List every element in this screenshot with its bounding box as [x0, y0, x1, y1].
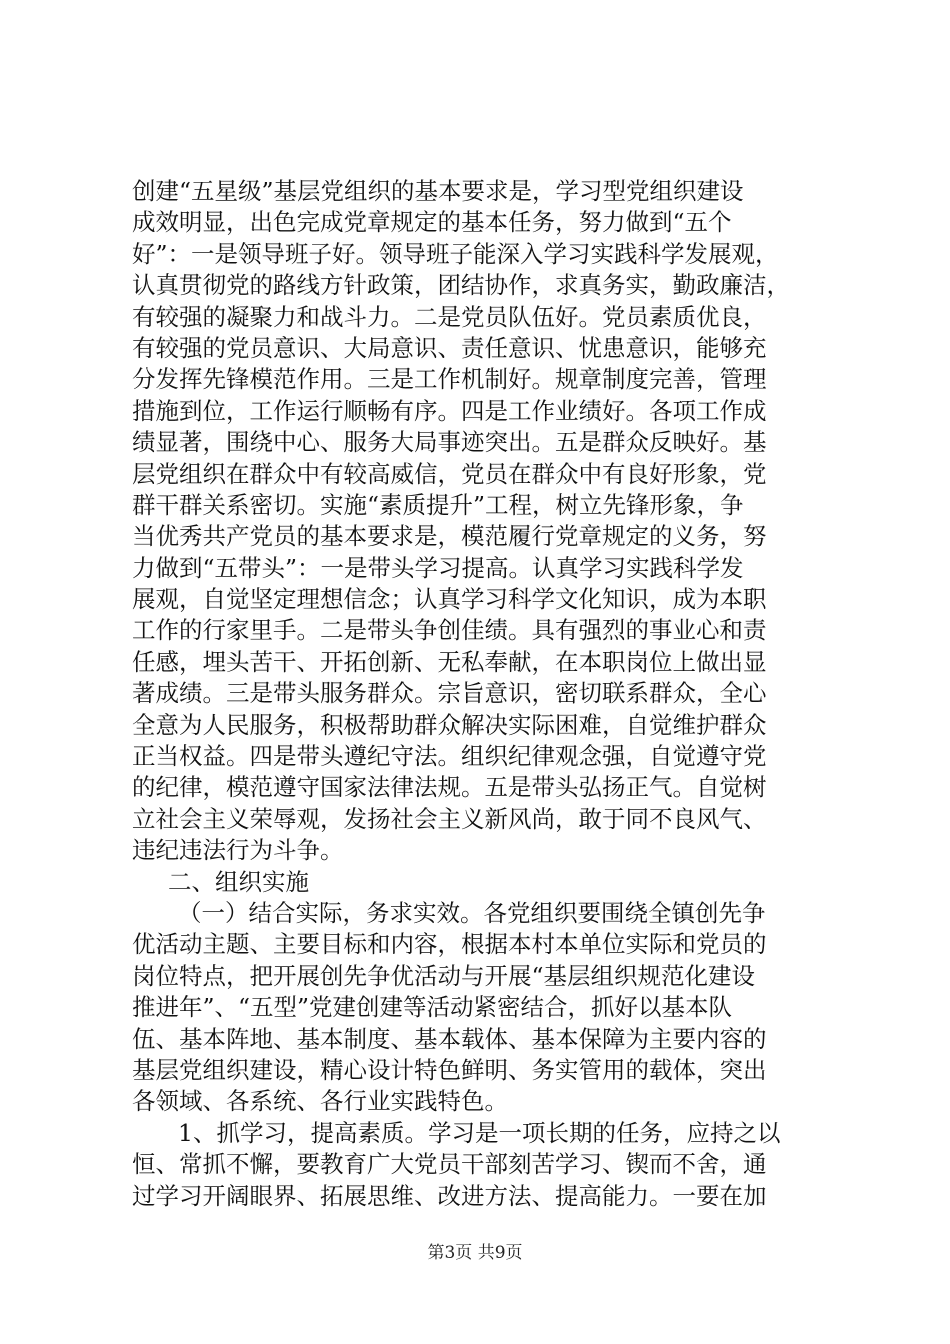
text-line: 有较强的党员意识、大局意识、责任意识、忧患意识，能够充	[132, 333, 767, 362]
text-line: （一）结合实际，务求实效。各党组织要围绕全镇创先争	[178, 898, 766, 927]
text-line: 立社会主义荣辱观，发扬社会主义新风尚，敢于同不良风气、	[132, 804, 767, 833]
text-line: 措施到位，工作运行顺畅有序。四是工作业绩好。各项工作成	[132, 396, 767, 425]
text-line: 展观，自觉坚定理想信念；认真学习科学文化知识，成为本职	[132, 585, 767, 614]
text-line: 违纪违法行为斗争。	[132, 836, 344, 865]
text-line: 过学习开阔眼界、拓展思维、改进方法、提高能力。一要在加	[132, 1181, 767, 1210]
text-line: 岗位特点，把开展创先争优活动与开展“基层组织规范化建设	[132, 961, 756, 990]
text-line: 层党组织在群众中有较高威信，党员在群众中有良好形象，党	[132, 459, 767, 488]
text-line: 认真贯彻党的路线方针政策，团结协作，求真务实，勤政廉洁，	[132, 271, 790, 300]
text-line: 当优秀共产党员的基本要求是，模范履行党章规定的义务，努	[132, 522, 767, 551]
text-line: 群干群关系密切。实施“素质提升”工程，树立先锋形象，争	[132, 490, 744, 519]
text-line: 工作的行家里手。二是带头争创佳绩。具有强烈的事业心和责	[132, 616, 767, 645]
text-line: 的纪律，模范遵守国家法律法规。五是带头弘扬正气。自觉树	[132, 773, 767, 802]
text-line: 分发挥先锋模范作用。三是工作机制好。规章制度完善，管理	[132, 365, 767, 394]
text-line: 著成绩。三是带头服务群众。宗旨意识，密切联系群众，全心	[132, 679, 767, 708]
page-number-footer: 第3页 共9页	[427, 1243, 523, 1263]
text-line: 创建“五星级”基层党组织的基本要求是，学习型党组织建设	[132, 177, 744, 205]
text-line: 全意为人民服务，积极帮助群众解决实际困难，自觉维护群众	[132, 710, 767, 739]
text-line: 恒、常抓不懈，要教育广大党员干部刻苦学习、锲而不舍，通	[132, 1150, 767, 1179]
text-line: 任感，埋头苦干、开拓创新、无私奉献，在本职岗位上做出显	[132, 647, 767, 676]
document-body	[132, 176, 832, 1212]
text-line: 基层党组织建设，精心设计特色鲜明、务实管用的载体，突出	[132, 1055, 767, 1084]
section-heading: 二、组织实施	[168, 867, 309, 896]
text-line: 1、抓学习，提高素质。学习是一项长期的任务，应持之以	[178, 1118, 781, 1147]
text-line: 优活动主题、主要目标和内容，根据本村本单位实际和党员的	[132, 930, 767, 959]
text-line: 推进年”、“五型”党建创建等活动紧密结合，抓好以基本队	[132, 993, 733, 1022]
text-line: 各领域、各系统、各行业实践特色。	[132, 1087, 508, 1116]
text-line: 绩显著，围绕中心、服务大局事迹突出。五是群众反映好。基	[132, 428, 767, 457]
text-line: 好”：一是领导班子好。领导班子能深入学习实践科学发展观，	[132, 239, 779, 268]
text-line: 正当权益。四是带头遵纪守法。组织纪律观念强，自觉遵守党	[132, 742, 767, 771]
text-line: 力做到“五带头”：一是带头学习提高。认真学习实践科学发	[132, 553, 744, 582]
text-line: 伍、基本阵地、基本制度、基本载体、基本保障为主要内容的	[132, 1024, 767, 1053]
text-line: 有较强的凝聚力和战斗力。二是党员队伍好。党员素质优良，	[132, 302, 767, 331]
text-line: 成效明显，出色完成党章规定的基本任务，努力做到“五个	[132, 208, 732, 237]
